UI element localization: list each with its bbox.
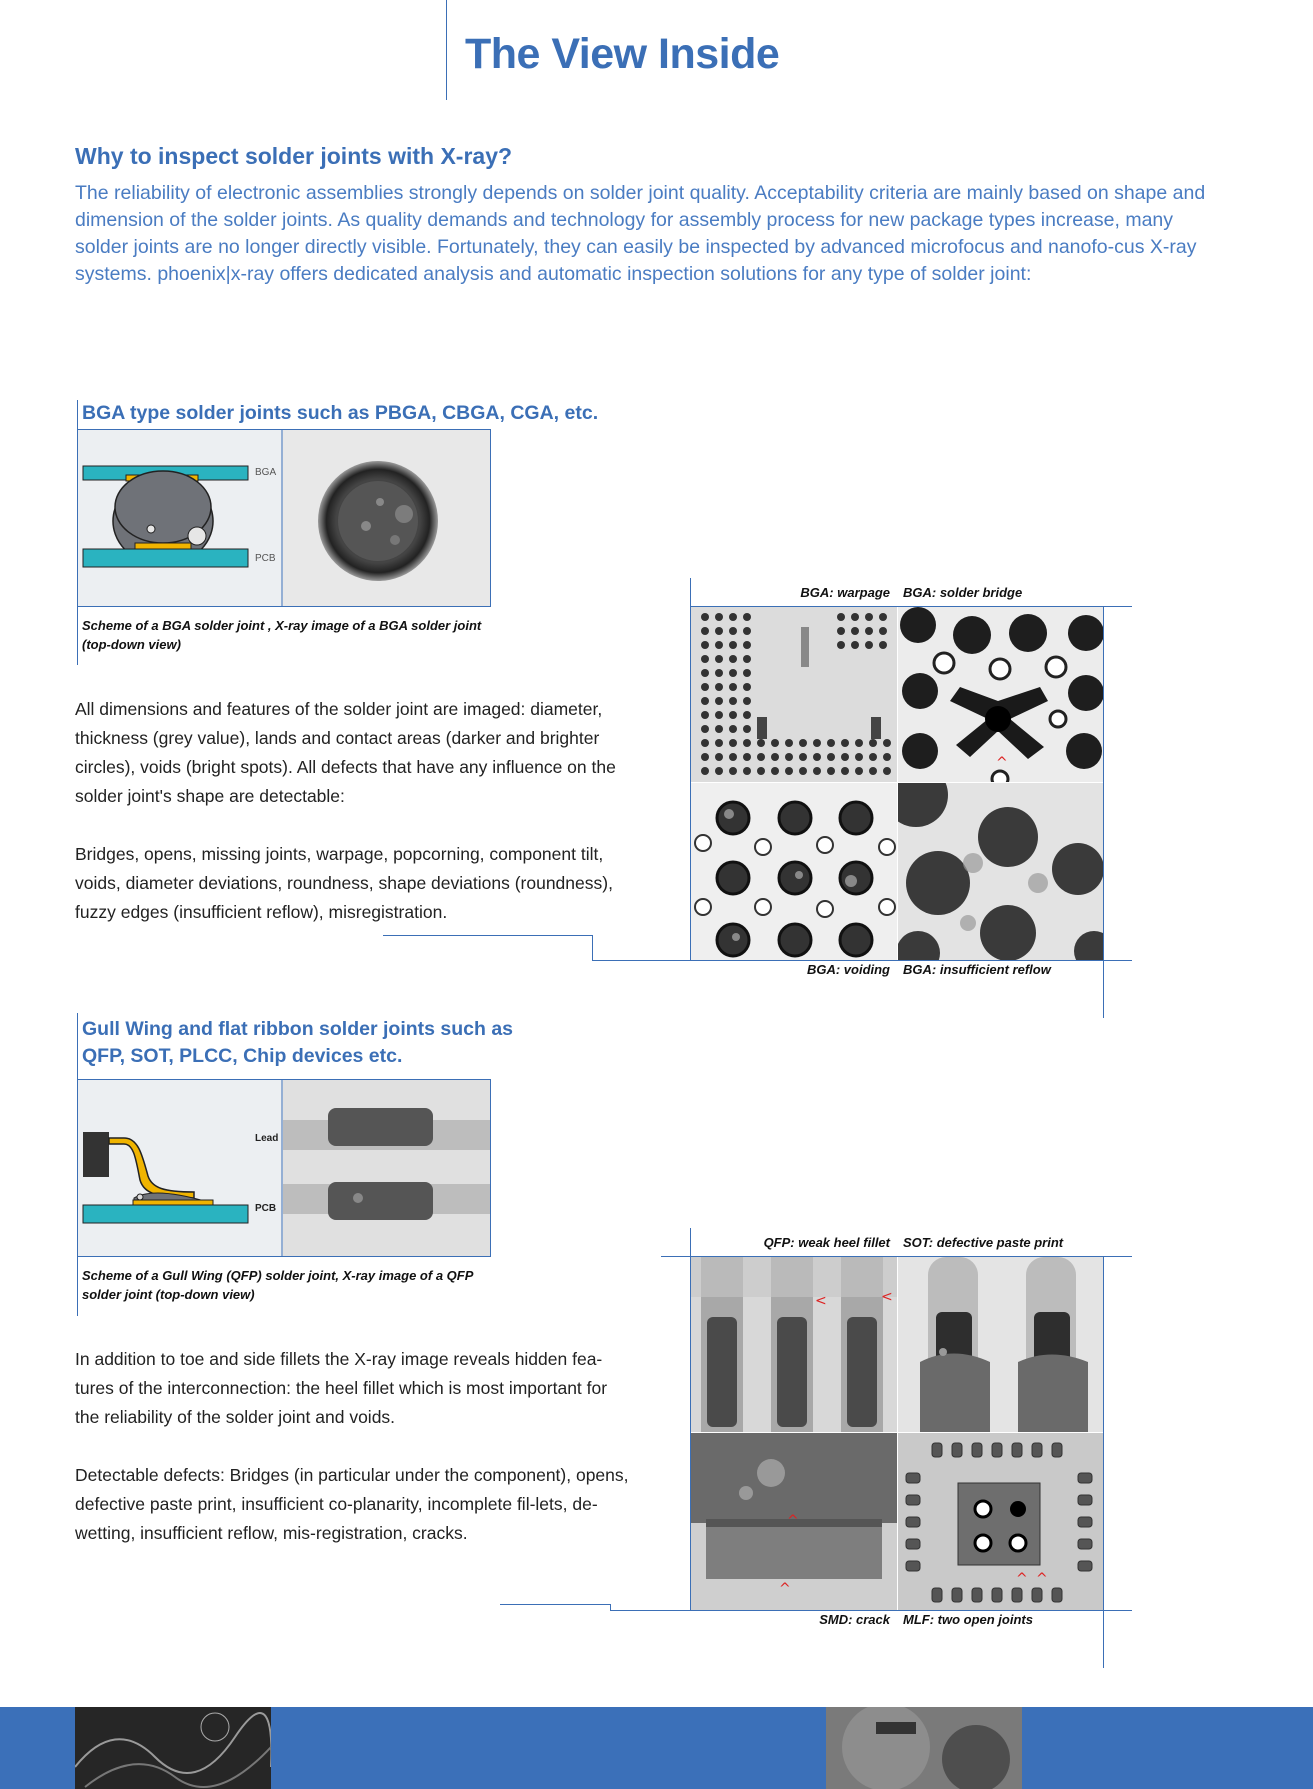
- bga-caption: Scheme of a BGA solder joint , X-ray image of a BGA solder joint (top-down view): [82, 618, 482, 652]
- bga-voiding-image: [691, 783, 897, 960]
- qfp-heel-image: [691, 1257, 897, 1432]
- smd-crack-image: [691, 1433, 897, 1610]
- bga-warpage-image: [691, 607, 897, 782]
- bga-label-top: BGA: [255, 467, 277, 478]
- gull-figure: [77, 1079, 491, 1257]
- label-bga-warpage: BGA: warpage: [800, 585, 890, 600]
- page-title: The View Inside: [465, 30, 780, 78]
- svg-text:^: ^: [1016, 1571, 1028, 1587]
- label-qfp-heel: QFP: weak heel fillet: [763, 1235, 890, 1250]
- label-smd-crack: SMD: crack: [819, 1612, 890, 1627]
- gull-section-title-line1: Gull Wing and flat ribbon solder joints such as: [82, 1018, 514, 1040]
- gull-text-features: In addition to toe and side fillets the X-ray image reveals hidden fea-tures of the interconnection: the heel fillet which is most important for the reliability of the solder joint and voids.: [75, 1349, 608, 1427]
- bga-grid-right-rule: [1103, 606, 1104, 1018]
- svg-text:^: ^: [779, 1581, 791, 1597]
- xray-smd-crack: [691, 1433, 897, 1610]
- gull-label-top: Lead: [255, 1133, 279, 1144]
- svg-text:^: ^: [787, 1513, 799, 1529]
- gull-connector-a: [500, 1604, 610, 1605]
- bga-bridge-image: [898, 607, 1103, 782]
- label-mlf-open: MLF: two open joints: [903, 1612, 1033, 1627]
- gull-caption: Scheme of a Gull Wing (QFP) solder joint, X-ray image of a QFP solder joint (top-down view): [82, 1268, 473, 1302]
- mlf-open-image: [898, 1433, 1103, 1610]
- gull-text-defects: Detectable defects: Bridges (in particular under the component), opens, defective paste print, insufficient co-planarity, incomplete fil-lets, de-wetting, insufficient reflow, mis-registration, cracks.: [75, 1465, 629, 1543]
- svg-text:^: ^: [1036, 1571, 1048, 1587]
- bga-connector-a: [383, 935, 593, 936]
- bga-label-bottom: PCB: [255, 553, 276, 564]
- xray-bga-voiding: [691, 783, 897, 960]
- bga-section-title: BGA type solder joints such as PBGA, CBGA, CGA, etc.: [82, 402, 599, 424]
- bga-text-features: All dimensions and features of the solder joint are imaged: diameter, thickness (grey value), lands and contact areas (darker and brighter circles), voids (bright spots). All defects that have any influence on the solder joint's shape are detectable:: [75, 699, 616, 806]
- footer-image-right: [826, 1707, 1022, 1789]
- svg-text:<: <: [881, 1289, 893, 1305]
- footer-xray-texture-left: [75, 1707, 271, 1789]
- sot-paste-image: [898, 1257, 1103, 1432]
- bga-grid-bottom-rule: [592, 960, 1132, 961]
- intro-paragraph: The reliability of electronic assemblies strongly depends on solder joint quality. Acceptability criteria are mainly based on shape and dimension of the solder joints. As quality demands and technology for assembly process for new package types increase, many solder joints are no longer directly visible. Fortunately, they can easily be inspected by advanced microfocus and nanofo-cus X-ray systems. phoenix|x-ray offers dedicated analysis and automatic inspection solutions for any type of solder joint:: [75, 182, 1206, 285]
- gull-scheme-diagram: [78, 1080, 490, 1256]
- bga-reflow-image: [898, 783, 1103, 960]
- xray-qfp-heel: [691, 1257, 897, 1432]
- bga-figure: [77, 429, 491, 607]
- bga-scheme-diagram: [78, 430, 490, 606]
- gull-section-title-line2: QFP, SOT, PLCC, Chip devices etc.: [82, 1045, 403, 1067]
- header-divider: [446, 0, 447, 100]
- footer-xray-texture-right: [826, 1707, 1022, 1789]
- xray-sot-paste: [898, 1257, 1103, 1432]
- svg-text:^: ^: [996, 755, 1008, 771]
- gull-grid-right-rule: [1103, 1256, 1104, 1668]
- label-bga-bridge: BGA: solder bridge: [903, 585, 1023, 600]
- label-bga-reflow: BGA: insufficient reflow: [903, 962, 1051, 977]
- xray-mlf-open: [898, 1433, 1103, 1610]
- bga-text-defects: Bridges, opens, missing joints, warpage, popcorning, component tilt, voids, diameter deviations, roundness, shape deviations (roundness), fuzzy edges (insufficient reflow), misregistration.: [75, 844, 613, 922]
- gull-label-bottom: PCB: [255, 1203, 277, 1214]
- label-bga-voiding: BGA: voiding: [806, 962, 890, 977]
- section-heading: Why to inspect solder joints with X-ray?: [75, 143, 513, 169]
- xray-bga-bridge: [898, 607, 1103, 782]
- bga-connector-b: [592, 935, 593, 961]
- xray-bga-reflow: [898, 783, 1103, 960]
- footer-image-left: [75, 1707, 271, 1789]
- svg-text:<: <: [815, 1293, 827, 1309]
- gull-grid-bottom-rule: [610, 1610, 1132, 1611]
- label-sot-paste: SOT: defective paste print: [903, 1235, 1064, 1250]
- xray-bga-warpage: [691, 607, 897, 782]
